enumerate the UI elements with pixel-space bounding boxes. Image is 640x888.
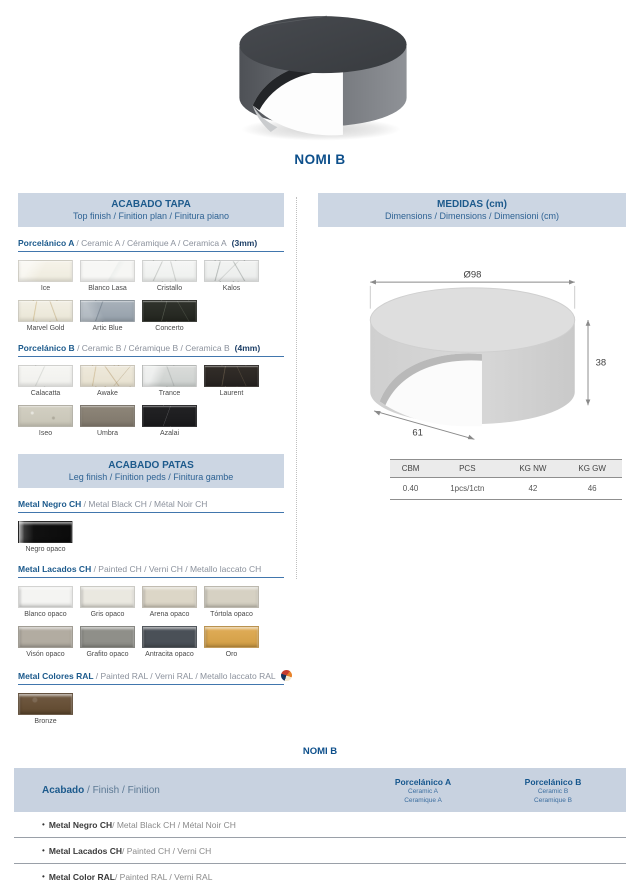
swatch <box>142 365 197 398</box>
compatibility-column-sub: Ceramic B <box>537 788 569 795</box>
compatibility-title: NOMI B <box>302 746 338 757</box>
swatch-label: Awake <box>97 390 118 398</box>
leg-finish-title: ACABADO PATAS <box>108 459 194 471</box>
finish-group-name: Porcelánico A <box>18 238 77 248</box>
compatibility-columns <box>364 777 626 804</box>
finish-group-translations: / Ceramic A / Céramique A / Ceramica A <box>76 238 227 248</box>
swatch <box>18 693 73 726</box>
row-header-rest: / Finish / Finition <box>87 784 160 796</box>
finish-group-heading <box>18 238 284 252</box>
page-title: NOMI B <box>294 152 346 167</box>
compatibility-column-sub: Ceramique B <box>534 796 572 804</box>
swatch <box>142 626 197 659</box>
finish-group-name: Metal Colores RAL <box>18 670 96 681</box>
swatch-grid <box>18 365 284 437</box>
swatch-chip <box>18 626 73 648</box>
swatch <box>204 260 259 293</box>
swatch-label: Grafito opaco <box>86 651 129 659</box>
swatch-chip <box>142 300 197 322</box>
swatch-label: Arena opaco <box>149 611 190 619</box>
swatch-chip <box>204 260 259 282</box>
swatch-label: Trance <box>158 390 181 398</box>
swatch <box>204 626 259 659</box>
top-finish-subtitle: Top finish / Finition plan / Finitura piano <box>72 211 230 221</box>
packing-value: 46 <box>587 484 597 493</box>
swatch-chip <box>142 365 197 387</box>
swatch <box>80 300 135 333</box>
finish-group-heading <box>18 564 284 578</box>
swatch-chip <box>18 260 73 282</box>
compatibility-rows <box>14 812 626 888</box>
swatch-label: Bronze <box>34 717 57 725</box>
compatibility-row-header <box>14 785 364 796</box>
finish-thickness: (4mm) <box>234 343 261 354</box>
finish-group-name: Porcelánico B <box>18 343 78 354</box>
swatch <box>80 260 135 293</box>
swatch-chip <box>18 365 73 387</box>
compatibility-header <box>14 768 626 812</box>
compatibility-column-sub: Ceramique A <box>404 796 442 804</box>
finishes-column <box>18 193 284 726</box>
swatch-chip <box>80 626 135 648</box>
swatch-chip <box>80 405 135 427</box>
leg-finish-subtitle: Leg finish / Finition peds / Finitura gambe <box>68 471 234 482</box>
dimensions-header-band <box>318 193 626 227</box>
top-finish-title: ACABADO TAPA <box>111 199 191 210</box>
swatch <box>204 586 259 619</box>
compatibility-row-bold: Metal Lacados CH <box>48 845 123 856</box>
compatibility-row <box>14 812 626 838</box>
swatch-label: Negro opaco <box>25 545 66 553</box>
compatibility-column-title: Porcelánico B <box>524 776 582 787</box>
swatch-label: Marvel Gold <box>26 324 65 332</box>
swatch-chip <box>204 626 259 648</box>
finish-thickness: (3mm) <box>231 238 258 248</box>
column-divider <box>296 197 297 579</box>
bullet-icon: • <box>42 820 45 829</box>
swatch-label: Ice <box>40 285 51 292</box>
swatch-chip <box>142 586 197 608</box>
compatibility-table <box>14 768 626 888</box>
height-label: 38 <box>595 357 606 369</box>
swatch <box>204 365 259 398</box>
compatibility-row-rest: / Metal Black CH / Métal Noir CH <box>112 819 236 830</box>
swatch <box>18 365 73 398</box>
swatch-label: Azalai <box>159 430 180 438</box>
finish-group-translations: / Ceramic B / Céramique B / Ceramica B <box>77 343 230 354</box>
swatch <box>18 626 73 659</box>
finish-group-heading <box>18 499 284 513</box>
compatibility-row-rest: / Painted CH / Verni CH <box>122 845 212 856</box>
finish-group-translations: / Painted RAL / Verni RAL / Metallo laccato RAL <box>95 670 276 681</box>
swatch <box>18 586 73 619</box>
swatch-chip <box>142 626 197 648</box>
compatibility-column-header <box>494 777 612 804</box>
swatch <box>80 626 135 659</box>
swatch <box>142 586 197 619</box>
swatch-chip <box>204 365 259 387</box>
swatch <box>18 300 73 333</box>
depth-label: 61 <box>411 427 423 439</box>
swatch-grid <box>18 586 284 658</box>
top-finish-header-band <box>18 193 284 227</box>
swatch-label: Blanco Lasa <box>88 285 127 292</box>
compatibility-column-header <box>364 777 482 804</box>
swatch-label: Artic Blue <box>92 324 123 332</box>
dimensions-subtitle: Dimensions / Dimensions / Dimensioni (cm) <box>384 211 560 221</box>
swatch <box>18 405 73 438</box>
swatch-label: Gris opaco <box>90 611 125 619</box>
swatch-chip <box>18 693 73 715</box>
swatch-label: Umbra <box>96 430 118 438</box>
swatch <box>80 365 135 398</box>
swatch-chip <box>142 405 197 427</box>
swatch <box>142 260 197 293</box>
swatch-chip <box>18 586 73 608</box>
leg-finish-header-band <box>18 454 284 488</box>
swatch <box>18 260 73 293</box>
packing-table <box>390 459 622 500</box>
swatch-grid <box>18 260 284 332</box>
swatch <box>80 586 135 619</box>
finish-group-heading <box>18 670 284 685</box>
ral-color-fan-icon <box>281 670 292 681</box>
compatibility-row-bold: Metal Negro CH <box>48 819 113 830</box>
packing-column-header: PCS <box>431 460 503 478</box>
swatch-label: Antracita opaco <box>145 651 194 659</box>
swatch-chip <box>80 365 135 387</box>
swatch-chip <box>18 521 73 543</box>
swatch-chip <box>142 260 197 282</box>
packing-value: 0.40 <box>402 484 419 493</box>
compatibility-column-sub: Ceramic A <box>408 788 438 795</box>
finish-group-name: Metal Lacados CH <box>18 564 94 575</box>
dimensions-column <box>318 193 626 500</box>
leg-finish-groups <box>18 499 284 726</box>
swatch <box>142 300 197 333</box>
swatch-label: Kalos <box>222 285 241 292</box>
top-finish-groups <box>18 238 284 438</box>
swatch-label: Iseo <box>38 430 53 438</box>
swatch <box>18 521 73 554</box>
table-top <box>239 16 406 73</box>
packing-value: 1pcs/1ctn <box>450 484 485 493</box>
finish-group-name: Metal Negro CH <box>18 498 84 509</box>
compatibility-row <box>14 864 626 888</box>
dimensions-title: MEDIDAS (cm) <box>436 199 507 210</box>
swatch-chip <box>204 586 259 608</box>
swatch-label: Cristallo <box>156 285 183 292</box>
swatch-chip <box>80 260 135 282</box>
product-photo <box>228 4 418 148</box>
swatch-chip <box>80 586 135 608</box>
swatch-grid <box>18 693 284 726</box>
compatibility-row <box>14 838 626 864</box>
packing-value: 42 <box>528 484 538 493</box>
dimension-diagram <box>330 267 615 445</box>
swatch-label: Visón opaco <box>26 651 65 659</box>
packing-column-header: CBM <box>390 460 431 478</box>
packing-column-header: KG GW <box>562 460 622 478</box>
swatch-grid <box>18 521 284 554</box>
bullet-icon: • <box>42 846 45 855</box>
swatch <box>80 405 135 438</box>
packing-column-header: KG NW <box>503 460 562 478</box>
swatch <box>142 405 197 438</box>
diagram-top <box>370 288 575 352</box>
diameter-label: Ø98 <box>463 269 481 281</box>
row-header-bold: Acabado <box>42 784 85 796</box>
finish-group-translations: / Painted CH / Verni CH / Metallo laccato CH <box>93 564 262 575</box>
compatibility-column-title: Porcelánico A <box>394 776 452 787</box>
finish-group-heading <box>18 343 284 357</box>
compatibility-row-rest: / Painted RAL / Verni RAL <box>114 871 213 882</box>
finish-group-translations: / Metal Black CH / Métal Noir CH <box>83 498 208 509</box>
swatch-label: Concerto <box>155 324 184 332</box>
compatibility-row-bold: Metal Color RAL <box>48 871 115 882</box>
swatch-chip <box>18 405 73 427</box>
swatch-label: Oro <box>225 651 238 659</box>
bullet-icon: • <box>42 872 45 881</box>
swatch-label: Laurent <box>219 390 244 398</box>
swatch-label: Tórtola opaco <box>210 611 253 619</box>
swatch-label: Calacatta <box>30 390 61 398</box>
swatch-chip <box>80 300 135 322</box>
swatch-chip <box>18 300 73 322</box>
swatch-label: Blanco opaco <box>24 611 67 619</box>
